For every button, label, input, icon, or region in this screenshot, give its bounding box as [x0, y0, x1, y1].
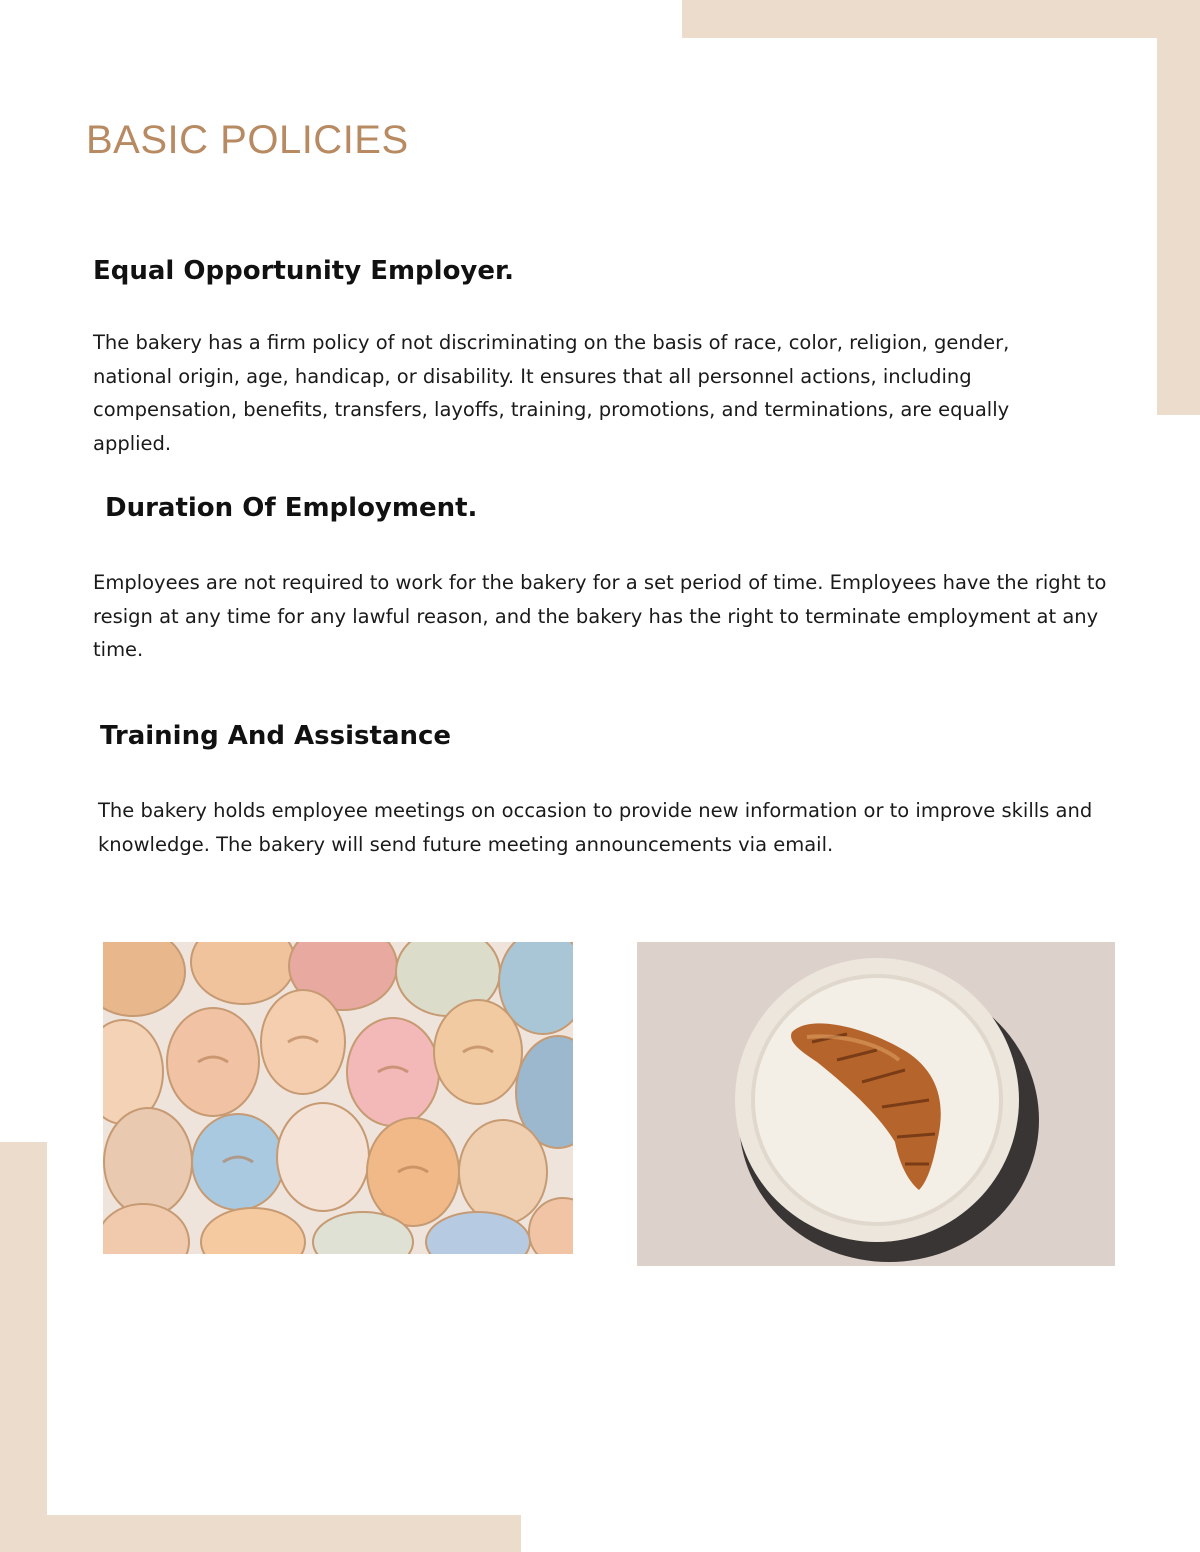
section-body-training: The bakery holds employee meetings on occasion to provide new information or to improve skills and knowledge. The bakery will send future meeting announcements via email. — [98, 799, 1093, 856]
section-body-equal-opportunity: The bakery has a firm policy of not discriminating on the basis of race, color, religion, gender, national origin, age, handicap, or disability. It ensures that all personnel actions, including compensation, benefits, transfers, layoffs, training, promotions, and terminations, are equally applied. — [93, 331, 1010, 455]
section-heading-duration: Duration Of Employment. — [105, 493, 478, 523]
decorative-right-bar — [1157, 0, 1200, 415]
macarons-photo — [103, 942, 573, 1254]
decorative-bottom-bar — [0, 1515, 521, 1552]
section-heading-equal-opportunity: Equal Opportunity Employer. — [93, 256, 515, 286]
page-title: BASIC POLICIES — [86, 118, 409, 162]
croissant-photo — [637, 942, 1115, 1266]
decorative-top-bar — [682, 0, 1200, 38]
section-heading-training: Training And Assistance — [100, 721, 452, 751]
section-body-duration: Employees are not required to work for the bakery for a set period of time. Employees have the right to resign at any time for any lawful reason, and the bakery has the right to terminate employment at any time. — [93, 571, 1107, 661]
decorative-left-bar — [0, 1142, 47, 1552]
